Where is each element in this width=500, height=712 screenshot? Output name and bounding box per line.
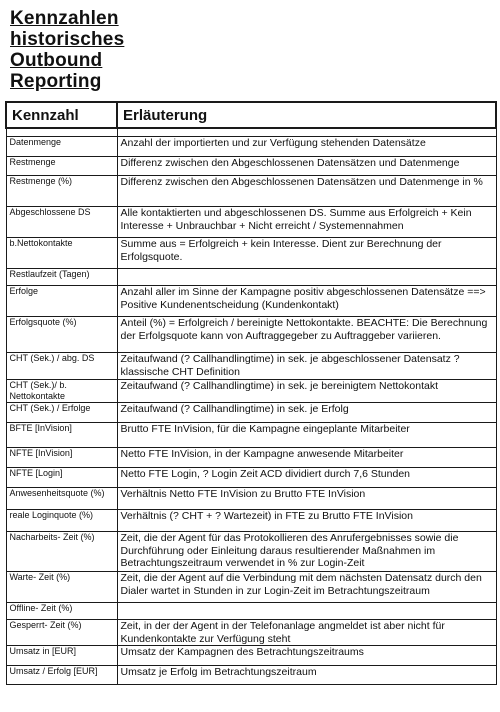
erlaeuterung-cell: Brutto FTE InVision, für die Kampagne eingeplante Mitarbeiter xyxy=(117,423,496,448)
kennzahl-cell: CHT (Sek.) / abg. DS xyxy=(6,353,117,380)
kennzahl-cell: Offline- Zeit (%) xyxy=(6,603,117,620)
erlaeuterung-cell: Zeit, die der Agent auf die Verbindung mit dem nächsten Datensatz durch den Dialer wartet in Stunden in zur Login-Zeit im Betrachtungszeitraum xyxy=(117,572,496,603)
erlaeuterung-cell: Anteil (%) = Erfolgreich / bereinigte Nettokontakte. BEACHTE: Die Berechnung der Erfolgsquote kann von Auftraggegeber zu Auftraggeber variieren. xyxy=(117,317,496,353)
kennzahl-cell: Umsatz / Erfolg [EUR] xyxy=(6,666,117,685)
erlaeuterung-cell: Zeit, die der Agent für das Protokollieren des Anrufergebnisses sowie die Durchführung oder Einleitung daraus resultierender Maßnahmen im Betrachtungszeitraum verwendet in % zur Login-Zeit xyxy=(117,532,496,572)
title-line: Outbound xyxy=(10,50,103,71)
erlaeuterung-cell: Zeit, in der der Agent in der Telefonanlage angmeldet ist aber nicht für Kundenkontakte zur Verfügung steht xyxy=(117,620,496,646)
table-row xyxy=(6,532,496,572)
erlaeuterung-cell: Anzahl aller im Sinne der Kampagne positiv abgeschlossenen Datensätze ==> Positive Kundenentscheidung (Kundenkontakt) xyxy=(117,286,496,317)
table-row xyxy=(6,666,496,685)
kennzahl-cell: CHT (Sek.) / Erfolge xyxy=(6,403,117,423)
kennzahl-cell: Abgeschlossene DS xyxy=(6,207,117,238)
erlaeuterung-cell: Zeitaufwand (? Callhandlingtime) in sek. je Erfolg xyxy=(117,403,496,423)
erlaeuterung-cell: Alle kontaktierten und abgeschlossenen DS. Summe aus Erfolgreich + Kein Interesse + Unbrauchbar + Nicht erreicht / Systemennahmen xyxy=(117,207,496,238)
table-row xyxy=(6,380,496,403)
kennzahl-cell: BFTE [InVision] xyxy=(6,423,117,448)
kennzahl-cell: reale Loginquote (%) xyxy=(6,510,117,532)
table-row xyxy=(6,620,496,646)
kennzahl-cell: Datenmenge xyxy=(6,137,117,157)
table-row xyxy=(6,317,496,353)
kennzahl-cell: Warte- Zeit (%) xyxy=(6,572,117,603)
kennzahl-cell: Restmenge (%) xyxy=(6,176,117,207)
table-header-row xyxy=(6,102,496,128)
table-row xyxy=(6,157,496,176)
table-row xyxy=(6,137,496,157)
table-row xyxy=(6,448,496,468)
table-row xyxy=(6,646,496,666)
erlaeuterung-cell: Zeitaufwand (? Callhandlingtime) in sek. je bereinigtem Nettokontakt xyxy=(117,380,496,403)
kennzahlen-table xyxy=(5,101,497,685)
kennzahl-cell: Restmenge xyxy=(6,157,117,176)
table-row xyxy=(6,488,496,510)
header-spacer xyxy=(6,128,496,137)
header-erlaeuterung: Erläuterung xyxy=(117,102,496,128)
table-row xyxy=(6,510,496,532)
kennzahl-cell: Restlaufzeit (Tagen) xyxy=(6,269,117,286)
table-row xyxy=(6,403,496,423)
erlaeuterung-cell: Netto FTE Login, ? Login Zeit ACD dividiert durch 7,6 Stunden xyxy=(117,468,496,488)
table-row xyxy=(6,353,496,380)
table-row xyxy=(6,176,496,207)
kennzahl-cell: Anwesenheitsquote (%) xyxy=(6,488,117,510)
erlaeuterung-cell: Verhältnis Netto FTE InVision zu Brutto FTE InVision xyxy=(117,488,496,510)
kennzahl-cell: Umsatz in [EUR] xyxy=(6,646,117,666)
erlaeuterung-cell: Umsatz je Erfolg im Betrachtungszeitraum xyxy=(117,666,496,685)
header-kennzahl: Kennzahl xyxy=(6,102,117,128)
erlaeuterung-cell: Anzahl der importierten und zur Verfügung stehenden Datensätze xyxy=(117,137,496,157)
kennzahl-cell: CHT (Sek.)/ b. Nettokontakte xyxy=(6,380,117,403)
title-line: Reporting xyxy=(10,71,102,92)
erlaeuterung-cell: Netto FTE InVision, in der Kampagne anwesende Mitarbeiter xyxy=(117,448,496,468)
erlaeuterung-cell: Differenz zwischen den Abgeschlossenen Datensätzen und Datenmenge xyxy=(117,157,496,176)
kennzahl-cell: Erfolge xyxy=(6,286,117,317)
table-row xyxy=(6,423,496,448)
kennzahl-cell: b.Nettokontakte xyxy=(6,238,117,269)
erlaeuterung-cell: Differenz zwischen den Abgeschlossenen Datensätzen und Datenmenge in % xyxy=(117,176,496,207)
title-line: Kennzahlen xyxy=(10,8,119,29)
table-row xyxy=(6,468,496,488)
kennzahl-cell: Nacharbeits- Zeit (%) xyxy=(6,532,117,572)
table-row xyxy=(6,238,496,269)
title-line: historisches xyxy=(10,29,125,50)
kennzahl-cell: NFTE [Login] xyxy=(6,468,117,488)
erlaeuterung-cell xyxy=(117,603,496,620)
table-row xyxy=(6,603,496,620)
erlaeuterung-cell: Umsatz der Kampagnen des Betrachtungszeitraums xyxy=(117,646,496,666)
kennzahl-cell: Erfolgsquote (%) xyxy=(6,317,117,353)
table-row xyxy=(6,269,496,286)
erlaeuterung-cell: Verhältnis (? CHT + ? Wartezeit) in FTE zu Brutto FTE InVision xyxy=(117,510,496,532)
document-title xyxy=(10,8,124,92)
kennzahl-cell: NFTE [InVision] xyxy=(6,448,117,468)
table-row xyxy=(6,286,496,317)
erlaeuterung-cell: Zeitaufwand (? Callhandlingtime) in sek. je abgeschlossener Datensatz ? klassische CHT Definition xyxy=(117,353,496,380)
table-row xyxy=(6,572,496,603)
erlaeuterung-cell: Summe aus = Erfolgreich + kein Interesse. Dient zur Berechnung der Erfolgsquote. xyxy=(117,238,496,269)
erlaeuterung-cell xyxy=(117,269,496,286)
table-row xyxy=(6,207,496,238)
kennzahl-cell: Gesperrt- Zeit (%) xyxy=(6,620,117,646)
table-body xyxy=(6,128,496,685)
